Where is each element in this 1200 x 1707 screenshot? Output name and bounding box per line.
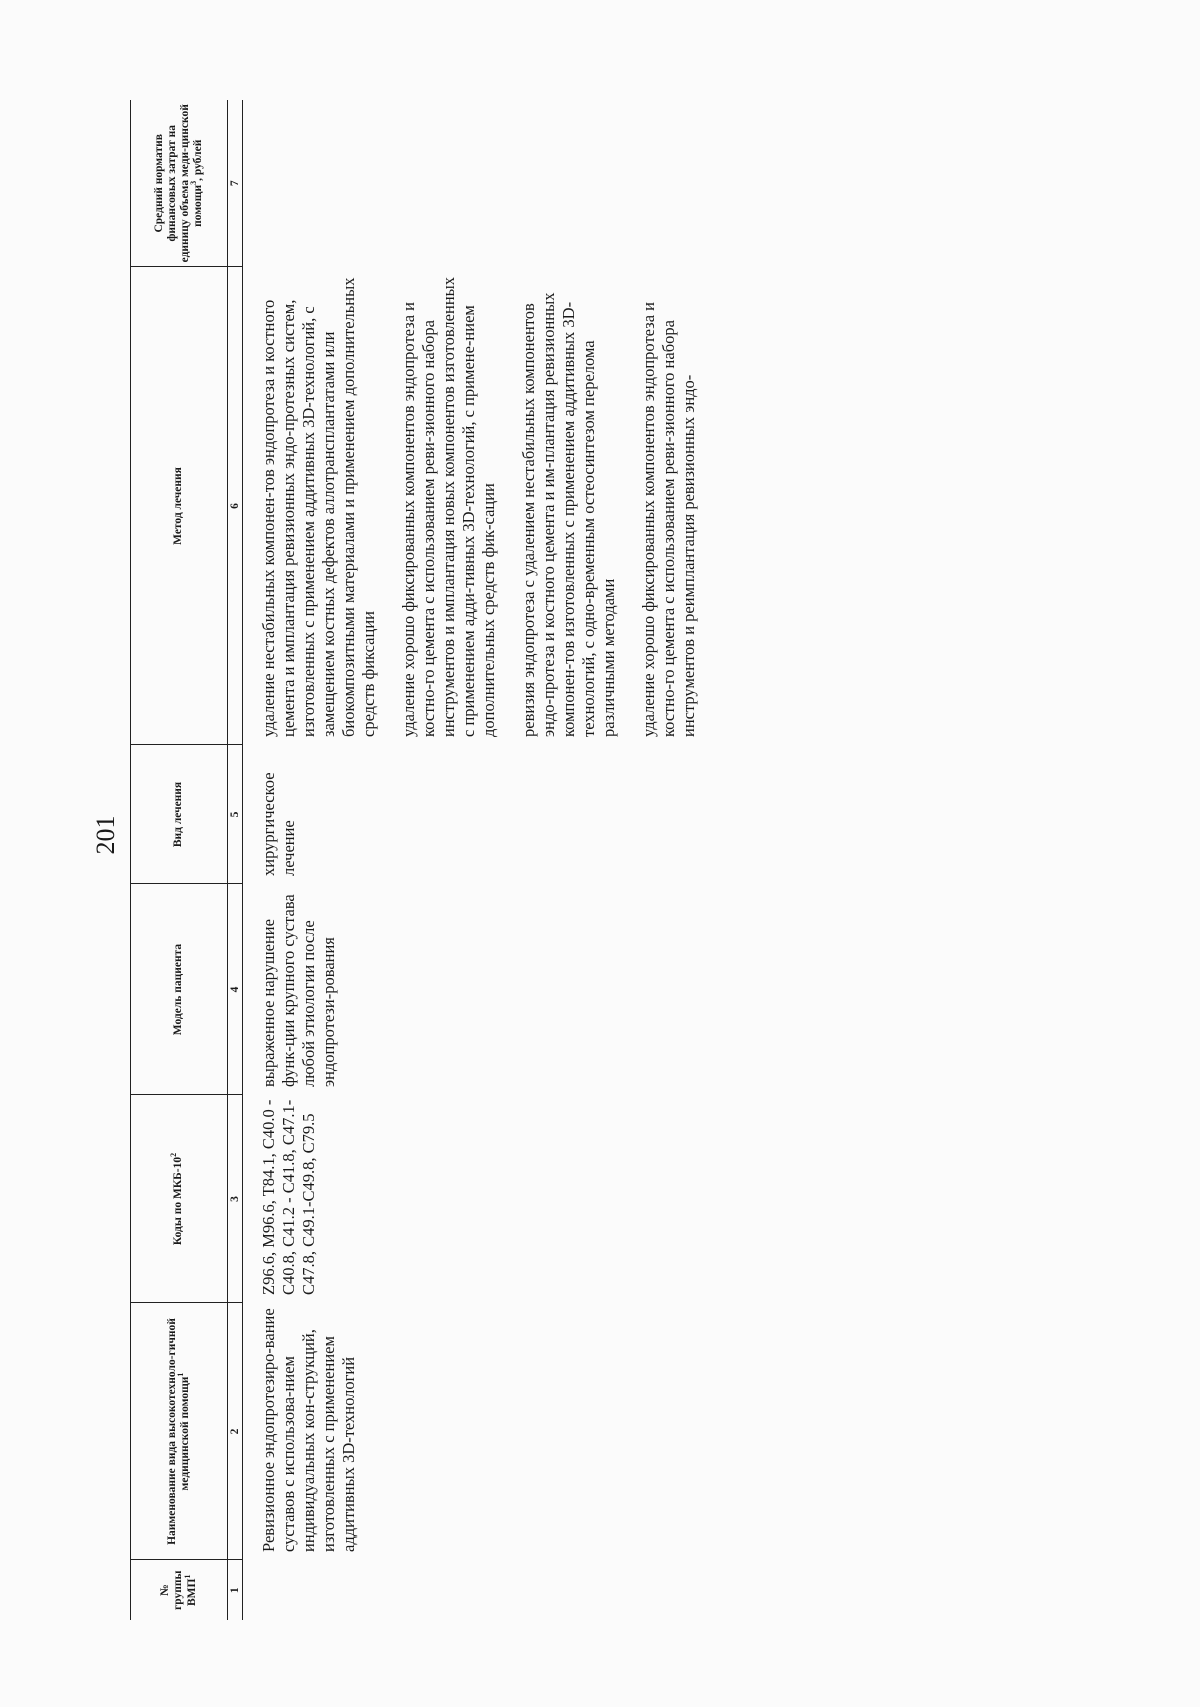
group-number-cell [243, 1560, 720, 1620]
header-treatment-type: Вид лечения [131, 745, 228, 884]
column-number-row [228, 100, 243, 1620]
column-number: 3 [228, 1095, 243, 1303]
cost-cell [243, 100, 720, 267]
column-number: 2 [228, 1303, 243, 1560]
column-number: 5 [228, 745, 243, 884]
header-group-number: № группы ВМП$^1$ [131, 1560, 228, 1620]
treatment-method-item: удаление хорошо фиксированных компонентов эндопротеза и костно-го цемента с использованием реви-зионного набора инструментов и реимплантация ревизионных эндо- [639, 302, 698, 737]
table-row [243, 100, 720, 1620]
header-patient-model: Модель пациента [131, 884, 228, 1095]
patient-model-cell: выраженное нарушение функ-ции крупного сустава любой этиологии после эндопротези-рования [259, 894, 338, 1087]
treatment-method-item: ревизия эндопротеза с удалением нестабильных компонентов эндо-протеза и костного цемента и им-плантация ревизионных компонен-тов изготовленных с применением аддитивных 3D-технологий, с одно-временным остеосинтезом перелома различными методами [519, 292, 618, 737]
treatment-type-cell: хирургическое лечение [259, 772, 298, 876]
treatment-method-item: удаление хорошо фиксированных компонентов эндопротеза и костно-го цемента с использованием реви-зионного набора инструментов и имплантация новых компонентов изготовленных с применением адди-тивных 3D-технологий, с примене-нием дополнительных средств фик-сации [399, 277, 498, 737]
header-treatment-method: Метод лечения [131, 267, 228, 745]
treatment-method-item: удаление нестабильных компонен-тов эндопротеза и костного цемента и имплантация ревизионных эндо-протезных систем, изготовленных с применением аддитивных 3D-технологий, с замещением костных дефектов аллотрансплантатами или биокомпозитными материалами и применением дополнительных средств фиксации [259, 277, 378, 737]
header-icd-codes: Коды по МКБ-$10^2$ [131, 1095, 228, 1303]
header-cost-standard: Средний норматив финансовых затрат на единицу объема меди-цинской помощи$^3$, рублей [131, 100, 228, 267]
column-number: 7 [228, 100, 243, 267]
vmp-table [130, 100, 719, 1620]
rotated-table-container [130, 100, 1090, 1620]
column-number: 6 [228, 267, 243, 745]
header-row [131, 100, 228, 1620]
header-vmp-name: Наименование вида высокотехноло-гичной медицинской помощи$^1$ [131, 1303, 228, 1560]
column-number: 1 [228, 1560, 243, 1620]
vmp-name-cell: Ревизионное эндопротезиро-вание суставов с использова-нием индивидуальных кон-струкций, изготовленных с применением аддитивных 3D-технологий [259, 1308, 358, 1552]
column-number: 4 [228, 884, 243, 1095]
icd-codes-cell: Z96.6, M96.6, T84.1, C40.0 - C40.8, C41.2 - C41.8, C47.1-C47.8, C49.1-C49.8, C79.5 [259, 1099, 318, 1295]
treatment-methods-cell [243, 267, 720, 745]
page-number: 201 [91, 815, 120, 855]
